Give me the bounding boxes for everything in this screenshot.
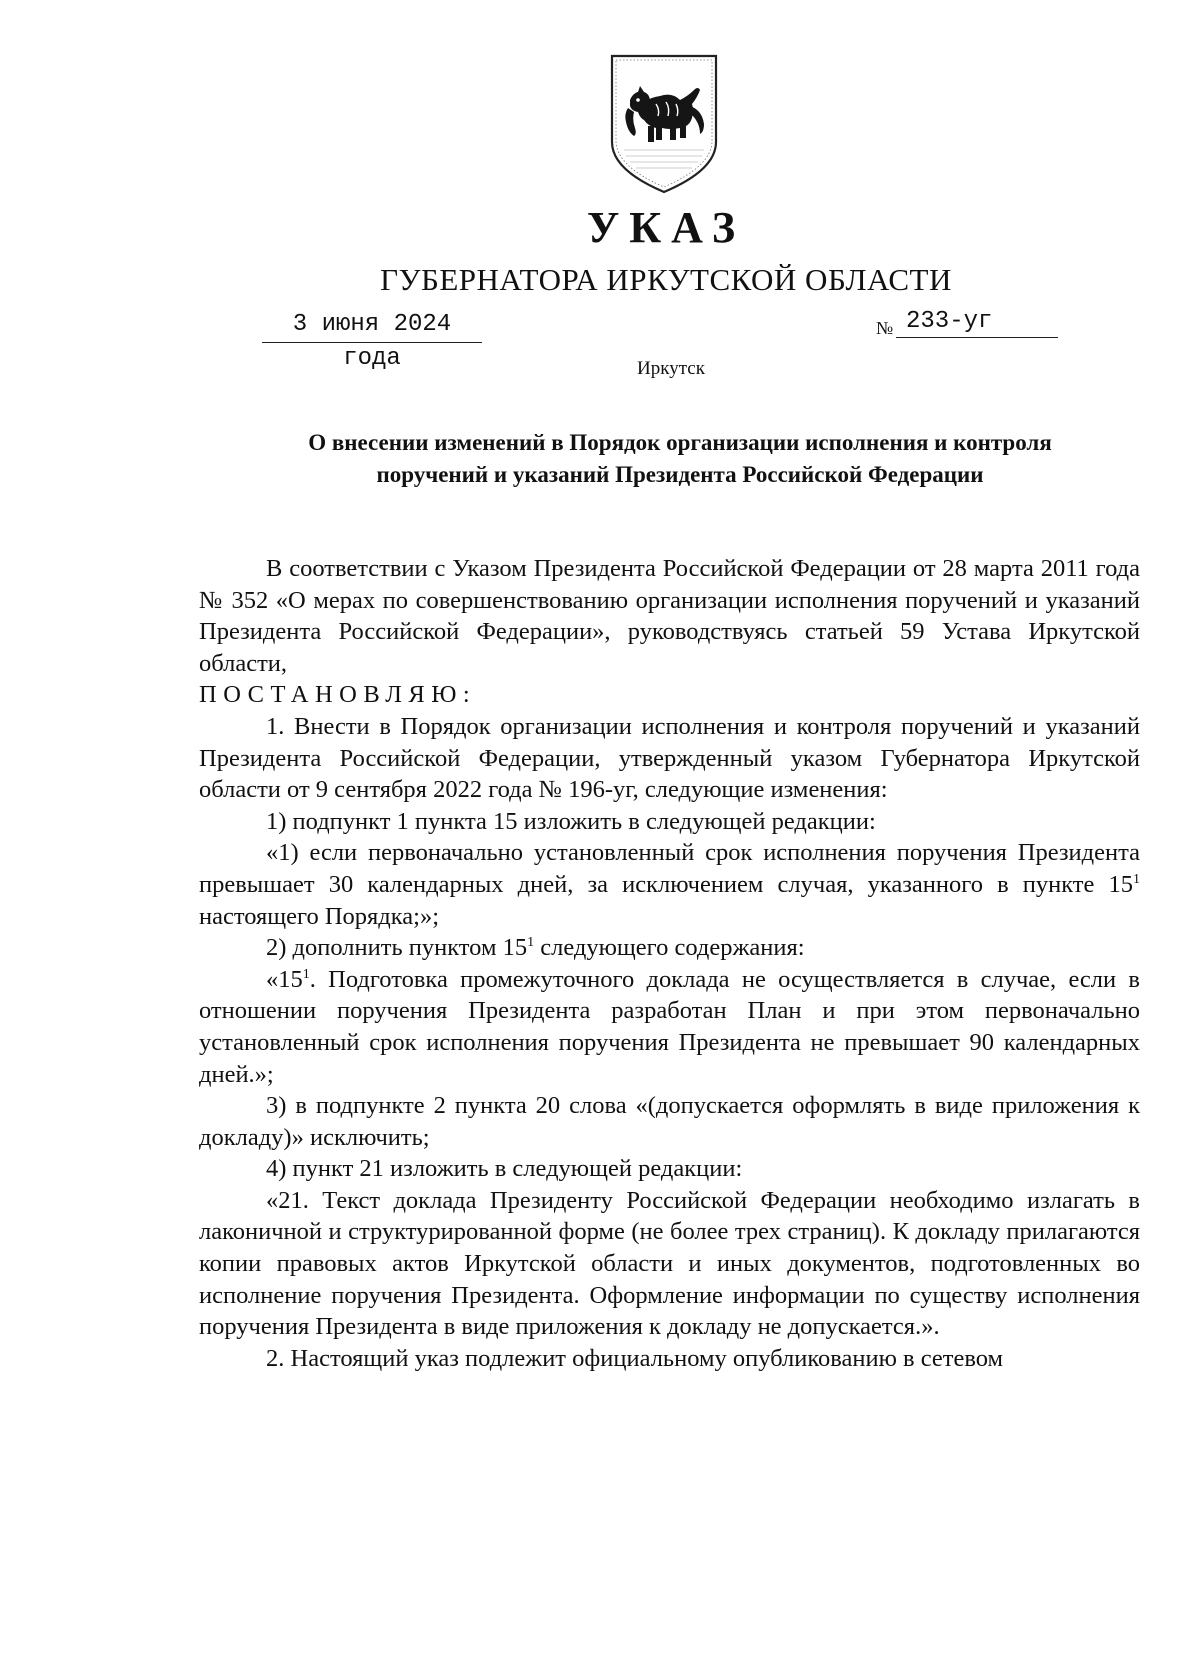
document-heading <box>200 427 1160 491</box>
superscript: 1 <box>302 966 310 982</box>
text-span: 2) дополнить пунктом 15 <box>266 934 528 962</box>
superscript: 1 <box>527 935 535 951</box>
paragraph-subitem-1-text <box>199 837 1140 932</box>
superscript: 1 <box>1133 871 1140 887</box>
heading-line: О внесении изменений в Порядок организации исполнения и контроля <box>308 430 1052 455</box>
paragraph-subitem-4: 4) пункт 21 изложить в следующей редакции: <box>266 1155 743 1183</box>
text-span: «15 <box>266 965 303 993</box>
document-date: 3 июня 2024 года <box>262 308 482 343</box>
paragraph-subitem-2 <box>199 932 1140 964</box>
text-span: . Подготовка промежуточного доклада не осуществляется в случае, если в отношении поручения Президента разработан План и при этом первоначально установленный срок исполнения поручения Президента не превышает 90 календарных дней.»; <box>199 965 1140 1088</box>
paragraph-subitem-2-text <box>199 964 1140 1090</box>
number-sign: № <box>876 318 894 338</box>
paragraph-item-1: 1. Внести в Порядок организации исполнения и контроля поручений и указаний Президента Российской Федерации, утвержденный указом Губернатора Иркутской области от 9 сентября 2022 года № 196-уг, следующие изменения: <box>199 712 1140 804</box>
coat-of-arms-icon <box>604 50 724 196</box>
text-span: «1) если первоначально установленный срок исполнения поручения Президента превышает 30 календарных дней, за исключением случая, указанного в пункте 15 <box>199 839 1140 898</box>
heading-line: поручений и указаний Президента Российской Федерации <box>376 462 984 487</box>
document-body <box>199 553 1140 1374</box>
issuer-title: ГУБЕРНАТОРА ИРКУТСКОЙ ОБЛАСТИ <box>380 262 952 297</box>
document-title: УКАЗ <box>586 203 746 252</box>
document-number: 233-уг <box>896 306 1058 338</box>
document-city: Иркутск <box>637 358 705 379</box>
paragraph-subitem-3: 3) в подпункте 2 пункта 20 слова «(допускается оформлять в виде приложения к докладу)» исключить; <box>199 1092 1140 1151</box>
paragraph-preamble: В соответствии с Указом Президента Российской Федерации от 28 марта 2011 года № 352 «О мерах по совершенствованию организации исполнения поручений и указаний Президента Российской Федерации», руководствуясь статьей 59 Устава Иркутской области, <box>199 555 1140 677</box>
text-span: следующего содержания: <box>534 934 805 962</box>
paragraph-subitem-4-text: «21. Текст доклада Президенту Российской Федерации необходимо излагать в лаконичной и структурированной форме (не более трех страниц). К докладу прилагаются копии правовых актов Иркутской области и иных документов, подготовленных во исполнение поручения Президента. Оформление информации по существу исполнения поручения Президента в виде приложения к докладу не допускается.». <box>199 1186 1140 1341</box>
paragraph-subitem-1: 1) подпункт 1 пункта 15 изложить в следующей редакции: <box>266 807 876 835</box>
paragraph-decree-word: ПОСТАНОВЛЯЮ: <box>199 681 477 709</box>
paragraph-item-2: 2. Настоящий указ подлежит официальному опубликованию в сетевом <box>266 1344 1004 1372</box>
text-span: настоящего Порядка;»; <box>199 902 440 930</box>
